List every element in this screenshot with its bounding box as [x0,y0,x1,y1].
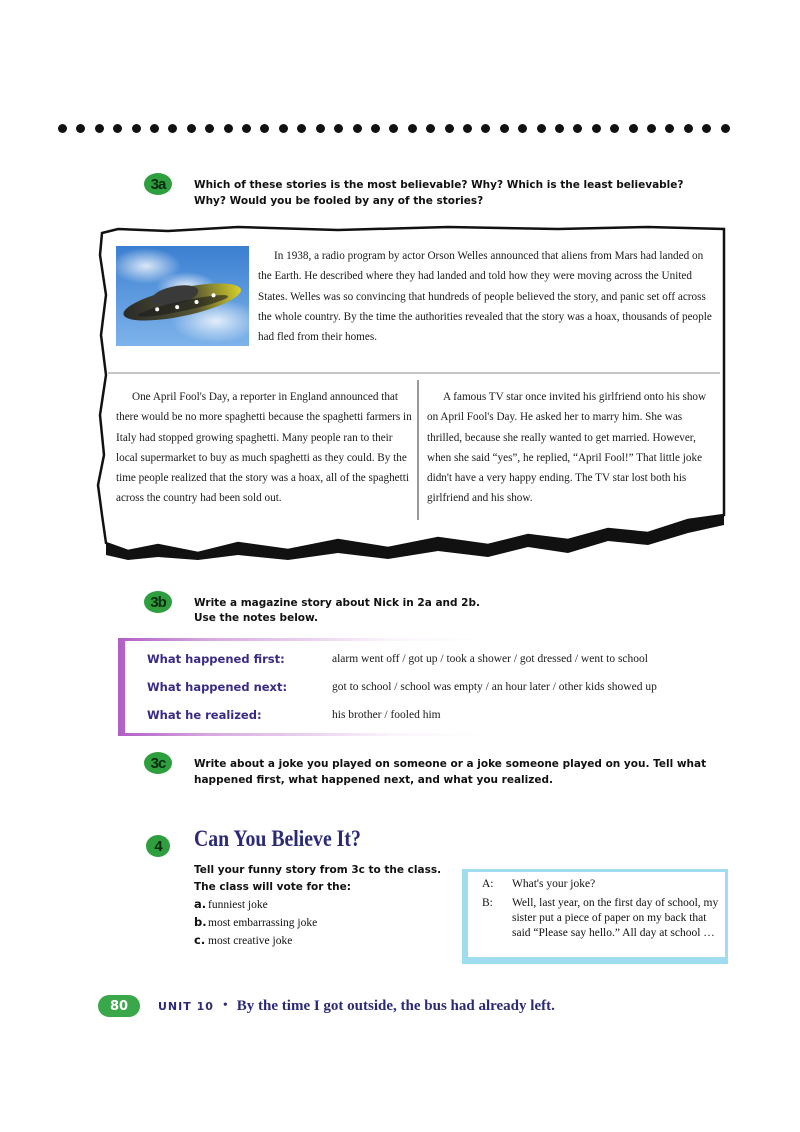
dotted-divider [58,124,730,133]
dialog-box [462,869,728,964]
vote-option-c: c. most creative joke [194,933,293,947]
page-footer [98,995,555,1017]
note-row-first [147,649,648,669]
vote-option-b: b.most embarrassing joke [194,915,318,929]
instruction-3b-line1: Write a magazine story about Nick in 2a and 2b. [194,597,480,609]
notes-box [118,638,728,736]
instruction-3c: Write about a joke you played on someone or a joke someone played on you. Tell what happened first, what happened next, and what you realized. [194,758,707,786]
section-title: Can You Believe It? [194,826,361,851]
dialog-line-a [482,877,719,892]
dialog-text: What's your joke? [512,878,596,890]
note-value: his brother / fooled him [332,709,441,721]
speaker: B: [482,897,493,909]
note-label: What happened next: [147,680,288,694]
ufo-image [116,246,249,346]
story-spaghetti: One April Fool's Day, a reporter in England announced that there would be no more spaghetti because the spaghetti farmers in Italy had stopped growing spaghetti. Many people ran to their local supermarket to buy as much spaghetti as they could. By the time people realized that the story was a hoax, all of the spaghetti across the country had been sold out. [116,391,412,505]
note-label: What happened first: [147,652,285,666]
footer-bullet: • [222,998,228,1013]
section-badge-4: 4 [146,835,170,857]
vote-instructions [194,862,464,950]
page-number: 80 [98,995,140,1017]
unit-title: By the time I got outside, the bus had already left. [236,997,555,1014]
story-orson-welles: In 1938, a radio program by actor Orson Welles announced that aliens from Mars had landed on the Earth. He described where they had landed and told how they were moving across the United States. Welles was so convincing that hundreds of people believed the story, and panic set off across the whole country. By the time the authorities revealed that the story was a hoax, thousands of people had fled from their homes. [258,250,712,344]
note-label: What he realized: [147,708,262,722]
speaker: A: [482,878,494,890]
instruction-3a: Which of these stories is the most believable? Why? Which is the least believable? Why? Would you be fooled by any of the stories? [194,179,684,207]
instruction-3b-line2: Use the notes below. [194,612,319,624]
story-tv-star: A famous TV star once invited his girlfriend onto his show on April Fool's Day. He asked her to marry him. She was thrilled, because she really wanted to get married. However, when she said “yes”, he replied, “April Fool!” That little joke didn't have a very happy ending. The TV star lost both his girlfriend and his show. [427,391,707,505]
section-badge-3a: 3a [144,173,172,195]
note-value: alarm went off / got up / took a shower / got dressed / went to school [332,653,648,665]
dialog-line-b [482,896,719,941]
note-value: got to school / school was empty / an hour later / other kids showed up [332,681,657,693]
note-row-next [147,677,657,697]
unit-label: UNIT 10 [158,999,214,1013]
dialog-text: Well, last year, on the first day of school, my sister put a piece of paper on my back that said “Please say hello.” All day at school … [512,897,719,939]
vote-intro: Tell your funny story from 3c to the class. The class will vote for the: [194,864,442,893]
note-row-realized [147,705,441,725]
section-badge-3b: 3b [144,591,172,613]
section-badge-3c: 3c [144,752,172,774]
vote-option-a: a. funniest joke [194,897,268,911]
